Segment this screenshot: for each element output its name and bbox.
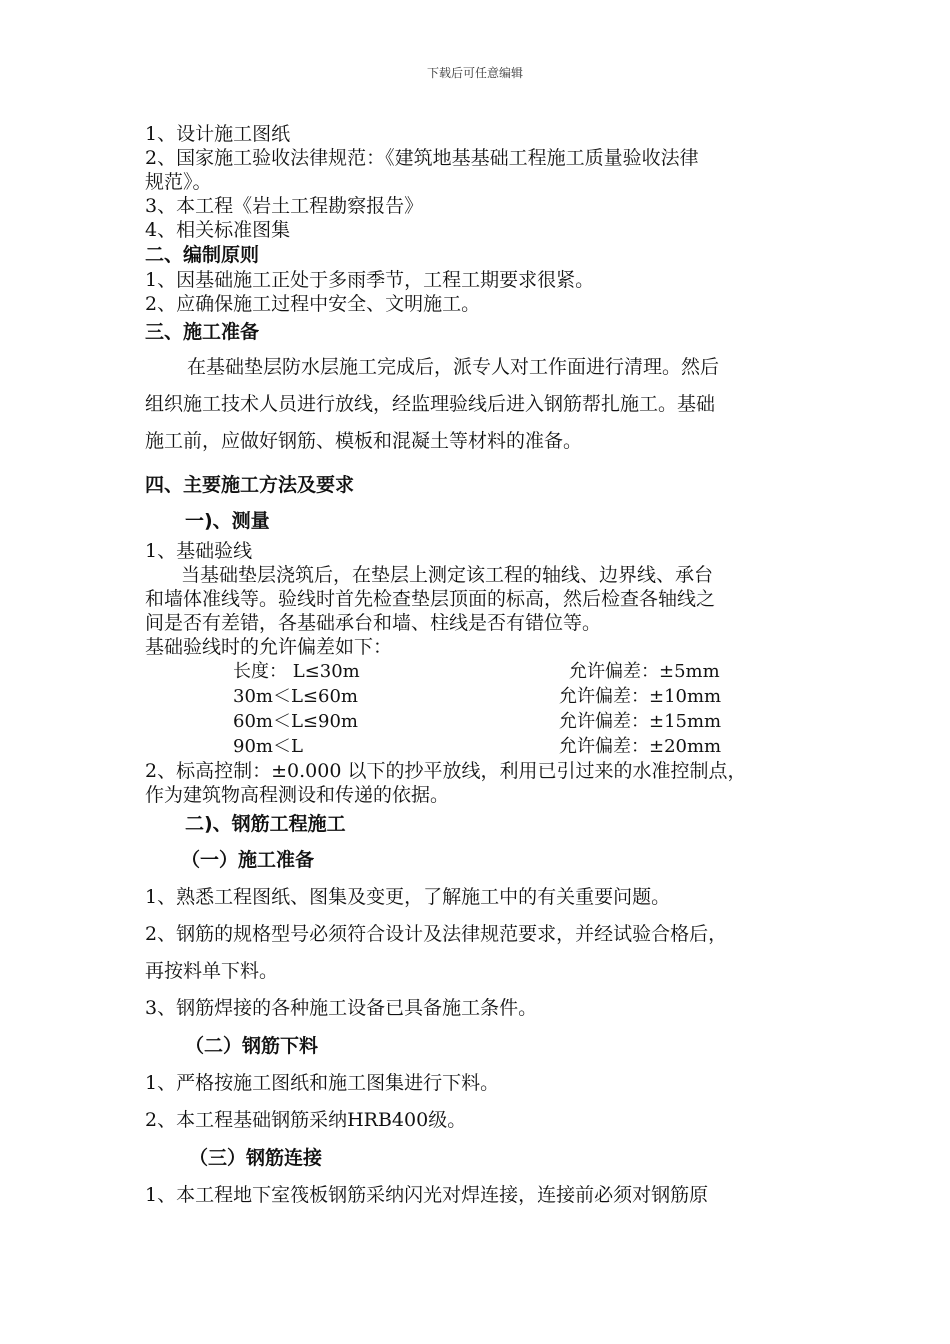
rebar-heading-cutting: （二）钢筋下料 [185, 1035, 319, 1057]
basis-item: 1、设计施工图纸 [145, 123, 291, 145]
tolerance-range: 60m＜L≤90m [233, 711, 358, 732]
subsection-heading-survey: 一)、测量 [185, 510, 270, 532]
basis-item: 3、本工程《岩土工程勘察报告》 [145, 195, 424, 217]
section-heading-methods: 四、主要施工方法及要求 [145, 474, 355, 496]
survey-item: 2、标高控制：±0.000 以下的抄平放线，利用已引过来的水准控制点， [145, 760, 747, 782]
tolerance-deviation: 允许偏差：±20mm [559, 736, 722, 757]
basis-item: 规范》。 [145, 171, 212, 193]
principle-item: 2、应确保施工过程中安全、文明施工。 [145, 293, 481, 315]
basis-item: 4、相关标准图集 [145, 219, 291, 241]
tolerance-row [145, 709, 825, 734]
tolerance-range: 30m＜L≤60m [233, 686, 358, 707]
survey-paragraph-line: 和墙体准线等。验线时首先检查垫层顶面的标高，然后检查各轴线之 [145, 588, 716, 610]
tolerance-deviation: 允许偏差：±15mm [559, 711, 722, 732]
basis-item: 2、国家施工验收法律规范：《建筑地基基础工程施工质量验收法律 [145, 147, 699, 169]
section-heading-principles: 二、编制原则 [145, 244, 260, 266]
rebar-cut-item: 2、本工程基础钢筋采纳HRB400级。 [145, 1109, 467, 1131]
tolerance-range: 90m＜L [233, 736, 303, 757]
rebar-conn-item: 1、本工程地下室筏板钢筋采纳闪光对焊连接，连接前必须对钢筋原 [145, 1184, 709, 1206]
rebar-prep-item: 3、钢筋焊接的各种施工设备已具备施工条件。 [145, 997, 538, 1019]
survey-item: 作为建筑物高程测设和传递的依据。 [145, 784, 450, 806]
rebar-heading-connection: （三）钢筋连接 [189, 1147, 323, 1169]
rebar-prep-item: 2、钢筋的规格型号必须符合设计及法律规范要求，并经试验合格后， [145, 923, 728, 945]
tolerance-row [145, 734, 825, 759]
tolerance-row [145, 684, 825, 709]
rebar-cut-item: 1、严格按施工图纸和施工图集进行下料。 [145, 1072, 500, 1094]
preparation-paragraph-line: 施工前，应做好钢筋、模板和混凝土等材料的准备。 [145, 430, 583, 452]
subsection-heading-rebar: 二)、钢筋工程施工 [185, 813, 346, 835]
rebar-prep-item: 再按料单下料。 [145, 960, 279, 982]
section-heading-preparation: 三、施工准备 [145, 321, 260, 343]
tolerance-intro: 基础验线时的允许偏差如下： [145, 636, 393, 658]
survey-paragraph-line: 间是否有差错，各基础承台和墙、柱线是否有错位等。 [145, 612, 602, 634]
rebar-heading-preparation: （一）施工准备 [181, 849, 315, 871]
survey-paragraph-line: 当基础垫层浇筑后，在垫层上测定该工程的轴线、边界线、承台 [181, 564, 714, 586]
page-header: 下载后可任意编辑 [426, 66, 523, 80]
document-body [145, 122, 825, 1214]
survey-item: 1、基础验线 [145, 540, 253, 562]
tolerance-row [145, 659, 825, 684]
rebar-prep-item: 1、熟悉工程图纸、图集及变更，了解施工中的有关重要问题。 [145, 886, 671, 908]
preparation-paragraph-line: 组织施工技术人员进行放线，经监理验线后进入钢筋帮扎施工。基础 [145, 393, 716, 415]
tolerance-range: 长度： L≤30m [233, 661, 360, 682]
tolerance-deviation: 允许偏差：±5mm [569, 661, 720, 682]
principle-item: 1、因基础施工正处于多雨季节，工程工期要求很紧。 [145, 269, 595, 291]
preparation-paragraph-line: 在基础垫层防水层施工完成后，派专人对工作面进行清理。然后 [187, 356, 720, 378]
tolerance-deviation: 允许偏差：±10mm [559, 686, 722, 707]
